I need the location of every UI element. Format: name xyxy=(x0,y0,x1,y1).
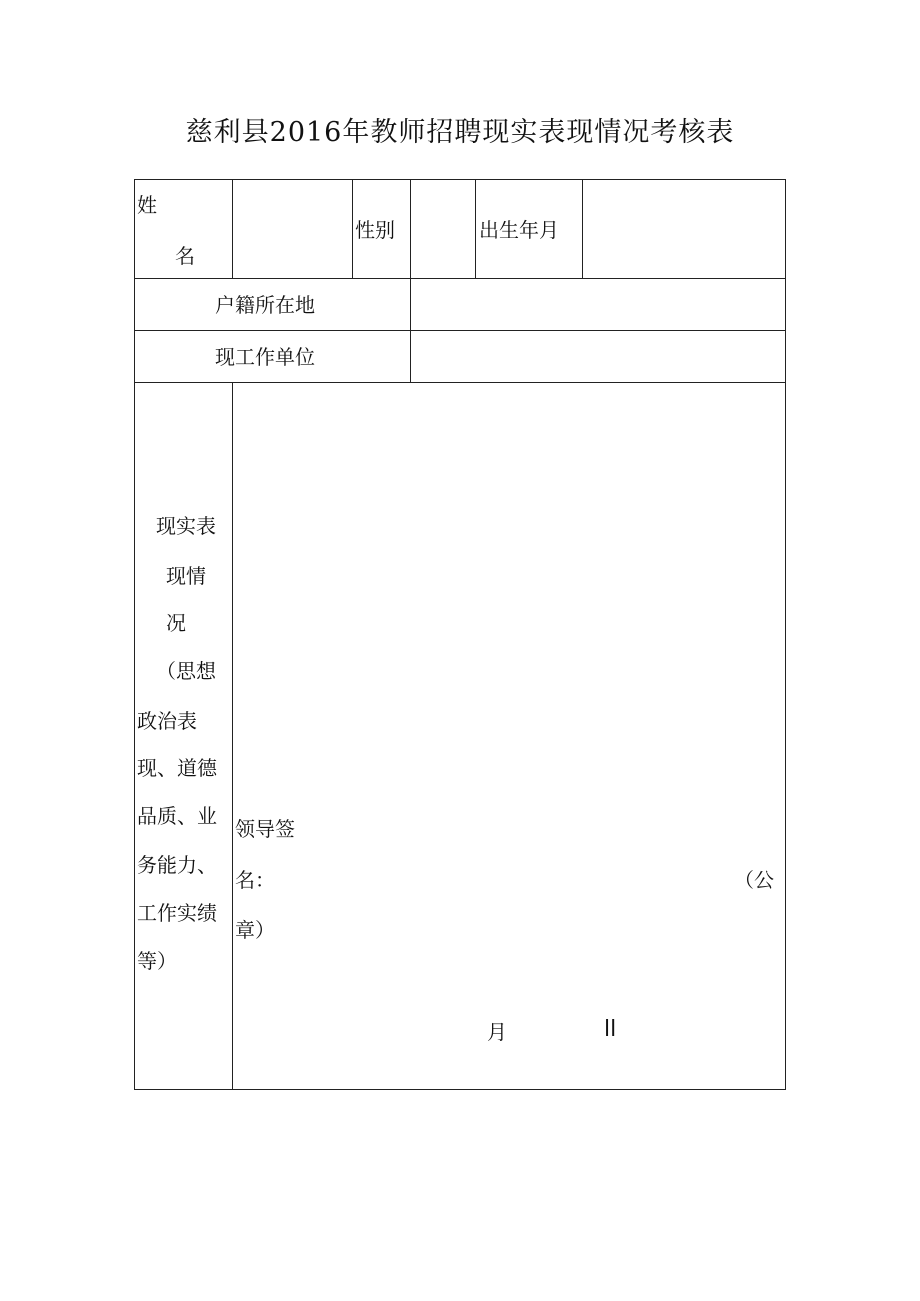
name-label-bottom: 名 xyxy=(175,244,195,268)
col-divider xyxy=(232,179,233,278)
performance-label-line: 现情 xyxy=(166,564,206,588)
performance-field[interactable] xyxy=(234,384,784,804)
day-label: ll xyxy=(604,1017,617,1042)
col-divider xyxy=(410,278,411,382)
col-divider xyxy=(582,179,583,278)
performance-label-line: 政治表 xyxy=(137,709,197,733)
col-divider xyxy=(232,382,233,1090)
performance-label-line: 品质、业 xyxy=(137,804,217,828)
month-label: 月 xyxy=(487,1020,507,1044)
household-field[interactable] xyxy=(412,280,784,328)
birth-date-field[interactable] xyxy=(584,181,784,276)
performance-label-line: （思想 xyxy=(156,659,216,683)
page-title: 慈利县2016年教师招聘现实表现情况考核表 xyxy=(185,117,735,148)
row-divider xyxy=(134,278,786,279)
col-divider xyxy=(352,179,353,278)
performance-label-line: 现、道德 xyxy=(137,756,217,780)
workplace-field[interactable] xyxy=(412,332,784,380)
leader-signature-label-cont: 名： xyxy=(235,868,275,892)
col-divider xyxy=(475,179,476,278)
performance-label-line: 现实表 xyxy=(156,514,216,538)
performance-label-line: 工作实绩 xyxy=(137,901,217,925)
leader-signature-label: 领导签 xyxy=(235,817,295,841)
name-field[interactable] xyxy=(234,181,350,276)
performance-label-line: 况 xyxy=(166,611,186,635)
birth-date-label: 出生年月 xyxy=(479,218,559,242)
seal-label-cont: 章） xyxy=(235,918,275,942)
performance-label-line: 务能力、 xyxy=(137,853,217,877)
workplace-label: 现工作单位 xyxy=(215,345,315,369)
col-divider xyxy=(410,179,411,278)
row-divider xyxy=(134,330,786,331)
performance-label-line: 等） xyxy=(137,949,177,973)
name-label-top: 姓 xyxy=(137,193,157,217)
seal-label: （公 xyxy=(734,868,774,892)
household-label: 户籍所在地 xyxy=(215,293,315,317)
gender-label: 性别 xyxy=(355,218,395,242)
gender-field[interactable] xyxy=(412,181,473,276)
